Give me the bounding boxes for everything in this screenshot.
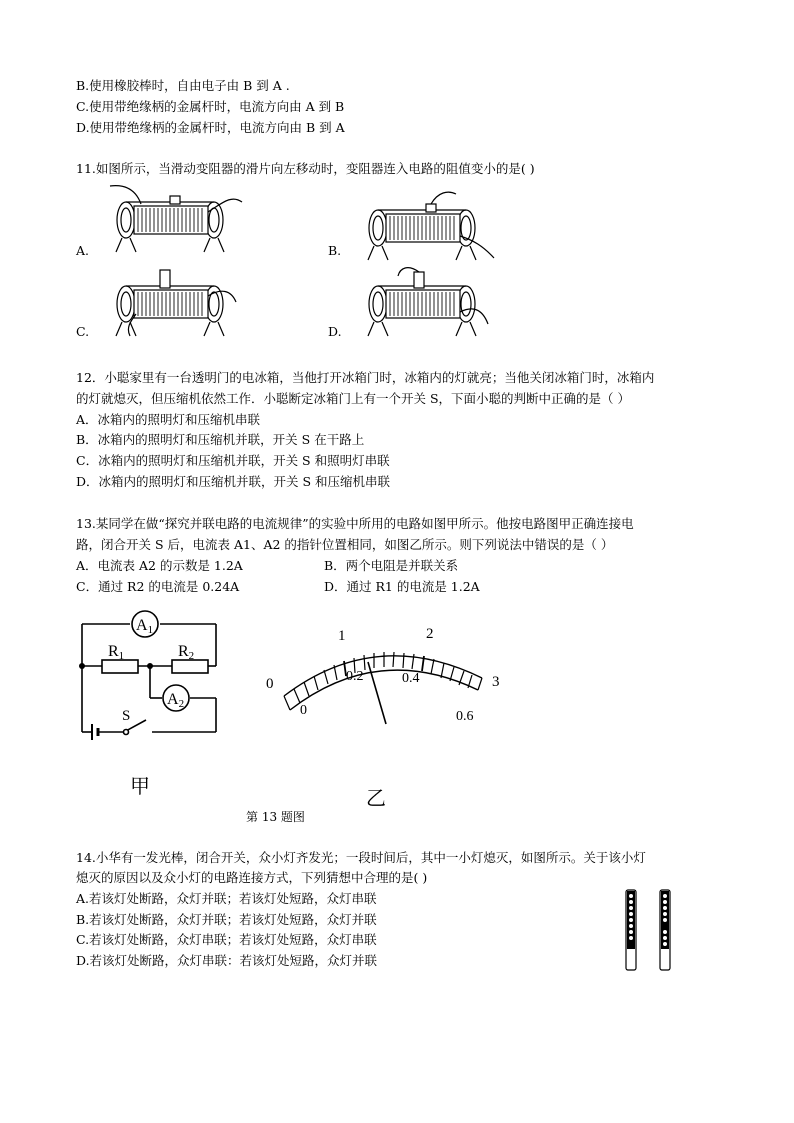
- dial-inner-tick-3: 0.6: [456, 709, 474, 724]
- r1-label: R1: [108, 643, 125, 662]
- dial-outer-tick-3: 3: [492, 674, 500, 690]
- dial-inner-tick-0: 0: [300, 703, 307, 718]
- switch-label: S: [122, 708, 131, 724]
- q12-option-b: B．冰箱内的照明灯和压缩机并联，开关 S 在干路上: [76, 432, 365, 447]
- q14-option-d: D.若该灯处断路，众灯串联：若该灯处短路，众灯并联: [76, 953, 378, 968]
- figure-caption: 第 13 题图: [246, 810, 305, 824]
- q11-label-d: D.: [328, 324, 342, 339]
- q12-option-d: D．冰箱内的照明灯和压缩机并联，开关 S 和压缩机串联: [76, 474, 391, 489]
- q13-option-c: C．通过 R2 的电流是 0.24A: [76, 579, 240, 594]
- q10-option-d: D.使用带绝缘柄的金属杆时，电流方向由 B 到 A: [76, 120, 345, 135]
- q13-option-b: B．两个电阻是并联关系: [324, 558, 459, 573]
- q10-option-c: C.使用带绝缘柄的金属杆时，电流方向由 A 到 B: [76, 99, 345, 114]
- junction-dot: [79, 663, 85, 669]
- rheostat-figure-b: [348, 190, 508, 262]
- dial-outer-tick-1: 1: [338, 628, 346, 644]
- figure-label-jia: 甲: [130, 774, 150, 798]
- ammeter-dial: [256, 616, 516, 736]
- q14-option-b: B.若该灯处断路，众灯并联；若该灯处短路，众灯并联: [76, 912, 377, 927]
- q12-stem-line2: 的灯就熄灭，但压缩机依然工作．小聪断定冰箱门上有一个开关 S，下面小聪的判断中正确的是（ ）: [76, 391, 631, 406]
- circuit-diagram: [72, 602, 232, 752]
- rheostat-figure-d: [348, 266, 508, 338]
- q12-stem-line1: 12．小聪家里有一台透明门的电冰箱，当他打开冰箱门时，冰箱内的灯就亮；当他关闭冰箱门时，冰箱内: [76, 370, 655, 385]
- q12-option-a: A．冰箱内的照明灯和压缩机串联: [76, 412, 261, 427]
- q12-option-c: C．冰箱内的照明灯和压缩机并联，开关 S 和照明灯串联: [76, 453, 390, 468]
- q11-label-a: A.: [76, 243, 90, 258]
- dial-inner-tick-2: 0.4: [402, 671, 420, 686]
- q13-option-a: A．电流表 A2 的示数是 1.2A: [76, 558, 243, 573]
- q11-label-b: B.: [328, 243, 342, 258]
- q14-stem-line2: 熄灭的原因以及众小灯的电路连接方式，下列猜想中合理的是( ): [76, 870, 428, 885]
- q11-stem: 11.如图所示，当滑动变阻器的滑片向左移动时，变阻器连入电路的阻值变小的是( ): [76, 161, 535, 176]
- q10-option-b: B.使用橡胶棒时，自由电子由 B 到 A .: [76, 78, 290, 93]
- rheostat-figure-c: [96, 266, 256, 338]
- q13-stem-line1: 13.某同学在做“探究并联电路的电流规律”的实验中所用的电路如图甲所示。他按电路图甲正确连接电: [76, 516, 634, 531]
- r2-label: R2: [178, 643, 195, 662]
- dial-inner-tick-1: 0.2: [346, 669, 364, 684]
- q14-option-a: A.若该灯处断路，众灯并联；若该灯处短路，众灯串联: [76, 891, 377, 906]
- dial-outer-tick-2: 2: [426, 626, 434, 642]
- q11-label-c: C.: [76, 324, 90, 339]
- q13-stem-line2: 路，闭合开关 S 后，电流表 A1、A2 的指针位置相同，如图乙所示。则下列说法中错误的是（ ）: [76, 537, 614, 552]
- q13-option-d: D．通过 R1 的电流是 1.2A: [324, 579, 480, 594]
- junction-dot: [147, 663, 153, 669]
- glow-stick-figure: [620, 886, 680, 974]
- q14-option-c: C.若该灯处断路，众灯串联；若该灯处短路，众灯串联: [76, 932, 377, 947]
- a2-label: A2: [167, 691, 185, 710]
- figure-label-yi: 乙: [366, 786, 386, 810]
- rheostat-figure-a: [96, 182, 256, 254]
- a1-label: A1: [136, 617, 154, 636]
- dial-outer-tick-0: 0: [266, 676, 274, 692]
- q14-stem-line1: 14.小华有一发光棒，闭合开关，众小灯齐发光；一段时间后，其中一小灯熄灭，如图所示。关于该小灯: [76, 850, 646, 865]
